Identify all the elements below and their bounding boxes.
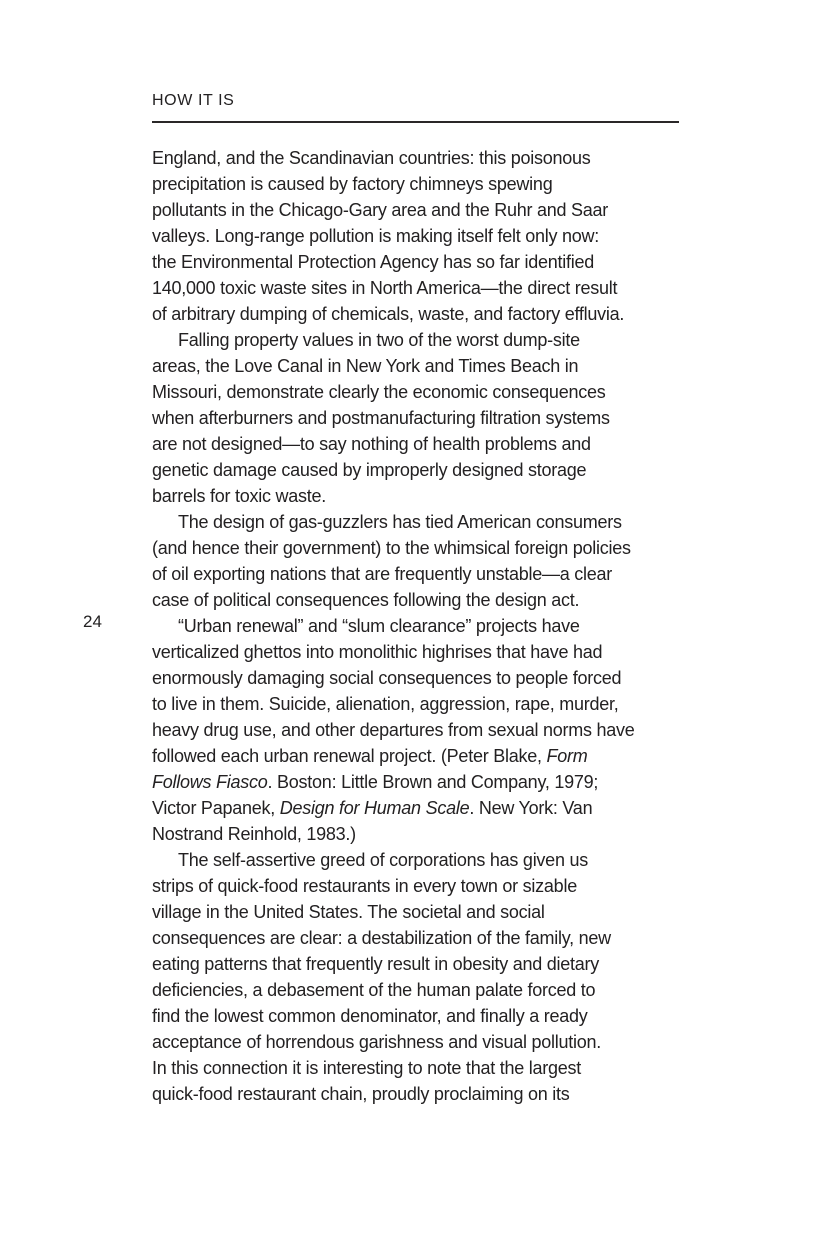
paragraph [152,327,692,509]
italic-text: Form [546,746,588,766]
text-line: are not designed—to say nothing of health problems and [152,434,591,454]
text-line: Victor Papanek, Design for Human Scale. New York: Van [152,798,593,818]
text-line: verticalized ghettos into monolithic highrises that have had [152,642,603,662]
text-line: Missouri, demonstrate clearly the economic consequences [152,382,606,402]
text-line: find the lowest common denominator, and finally a ready [152,1006,588,1026]
text-line: enormously damaging social consequences to people forced [152,668,622,688]
text-line: deficiencies, a debasement of the human palate forced to [152,980,596,1000]
text-line: (and hence their government) to the whimsical foreign policies [152,538,631,558]
text-line: In this connection it is interesting to note that the largest [152,1058,582,1078]
text-line: consequences are clear: a destabilization of the family, new [152,928,611,948]
text-line: barrels for toxic waste. [152,486,327,506]
paragraph [152,509,692,613]
text-line: Nostrand Reinhold, 1983.) [152,824,356,844]
text-line: The self-assertive greed of corporations has given us [178,850,588,870]
text-line: valleys. Long-range pollution is making itself felt only now: [152,226,599,246]
text-line: strips of quick-food restaurants in every town or sizable [152,876,577,896]
text-line: “Urban renewal” and “slum clearance” projects have [178,616,580,636]
text-line: followed each urban renewal project. (Peter Blake, Form [152,746,588,766]
text-line: areas, the Love Canal in New York and Times Beach in [152,356,579,376]
text-line: to live in them. Suicide, alienation, aggression, rape, murder, [152,694,619,714]
text-line: precipitation is caused by factory chimneys spewing [152,174,553,194]
header-rule [152,121,679,123]
page-number: 24 [83,612,102,631]
text-line: case of political consequences following the design act. [152,590,580,610]
italic-text: Design for Human Scale [279,798,470,818]
text-line: of oil exporting nations that are frequently unstable—a clear [152,564,613,584]
paragraph [152,613,692,847]
text-line: the Environmental Protection Agency has so far identified [152,252,595,272]
text-line: Follows Fiasco. Boston: Little Brown and Company, 1979; [152,772,599,792]
running-header: HOW IT IS [152,92,235,109]
text-line: village in the United States. The societal and social [152,902,545,922]
text-line: England, and the Scandinavian countries: this poisonous [152,148,591,168]
text-line: 140,000 toxic waste sites in North America—the direct result [152,278,618,298]
italic-text: Follows Fiasco [152,772,268,792]
text-line: quick-food restaurant chain, proudly proclaiming on its [152,1084,570,1104]
text-line: pollutants in the Chicago-Gary area and the Ruhr and Saar [152,200,609,220]
text-column [152,145,692,1107]
text-line: Falling property values in two of the worst dump-site [178,330,580,350]
text-line: heavy drug use, and other departures from sexual norms have [152,720,635,740]
paragraph [152,847,692,1107]
text-line: The design of gas-guzzlers has tied American consumers [178,512,622,532]
text-line: when afterburners and postmanufacturing filtration systems [152,408,610,428]
paragraph [152,145,692,327]
text-line: of arbitrary dumping of chemicals, waste, and factory effluvia. [152,304,625,324]
text-line: eating patterns that frequently result in obesity and dietary [152,954,600,974]
text-line: genetic damage caused by improperly designed storage [152,460,587,480]
text-line: acceptance of horrendous garishness and visual pollution. [152,1032,602,1052]
